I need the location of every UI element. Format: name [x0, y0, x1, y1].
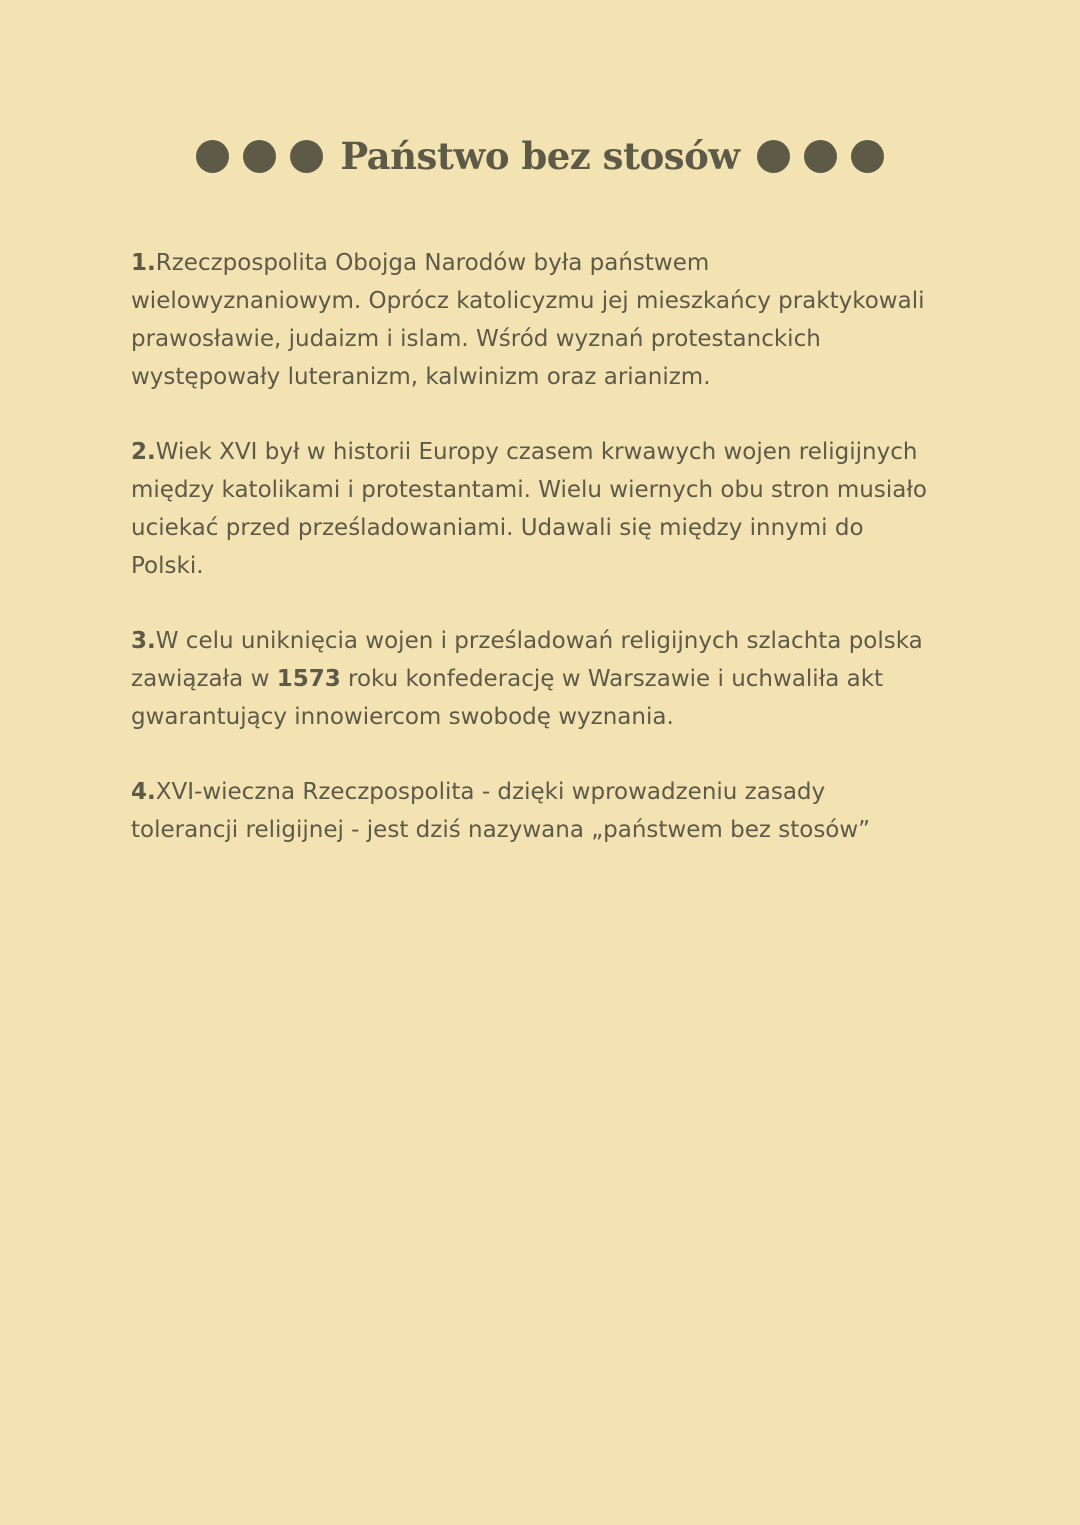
- paragraph-number: 2.: [131, 439, 156, 465]
- paragraph-text: Wiek XVI był w historii Europy czasem krwawych wojen religijnych między katolikami i protestantami. Wielu wiernych obu stron musiało uciekać przed prześladowaniami. Udawali się między innymi do Polski.: [131, 439, 927, 579]
- bullet-dot-icon: [196, 140, 229, 173]
- page-title: Państwo bez stosów: [340, 134, 740, 178]
- paragraph-3: [131, 622, 931, 736]
- paragraph-year: 1573: [276, 666, 341, 692]
- paragraph-text: W celu uniknięcia wojen i prześladowań religijnych szlachta polska zawiązała w: [131, 628, 923, 692]
- content: [131, 244, 931, 886]
- paragraph-number: 1.: [131, 250, 156, 276]
- bullet-dot-icon: [757, 140, 790, 173]
- paragraph-number: 3.: [131, 628, 156, 654]
- paragraph-text: XVI-wieczna Rzeczpospolita - dzięki wprowadzeniu zasady tolerancji religijnej - jest dziś nazywana „państwem bez stosów”: [131, 779, 871, 843]
- bullet-dot-icon: [243, 140, 276, 173]
- paragraph-number: 4.: [131, 779, 156, 805]
- bullet-dot-icon: [290, 140, 323, 173]
- paragraph-text: Rzeczpospolita Obojga Narodów była państwem wielowyznaniowym. Oprócz katolicyzmu jej mieszkańcy praktykowali prawosławie, judaizm i islam. Wśród wyznań protestanckich występowały luteranizm, kalwinizm oraz arianizm.: [131, 250, 925, 390]
- paragraph-text: roku konfederację w Warszawie i uchwaliła akt gwarantujący innowiercom swobodę wyznania.: [131, 666, 884, 730]
- bullet-dot-icon: [851, 140, 884, 173]
- paragraph-4: [131, 773, 931, 849]
- paragraph-1: [131, 244, 931, 396]
- title-row: [0, 128, 1080, 184]
- bullet-dot-icon: [804, 140, 837, 173]
- paragraph-2: [131, 433, 931, 585]
